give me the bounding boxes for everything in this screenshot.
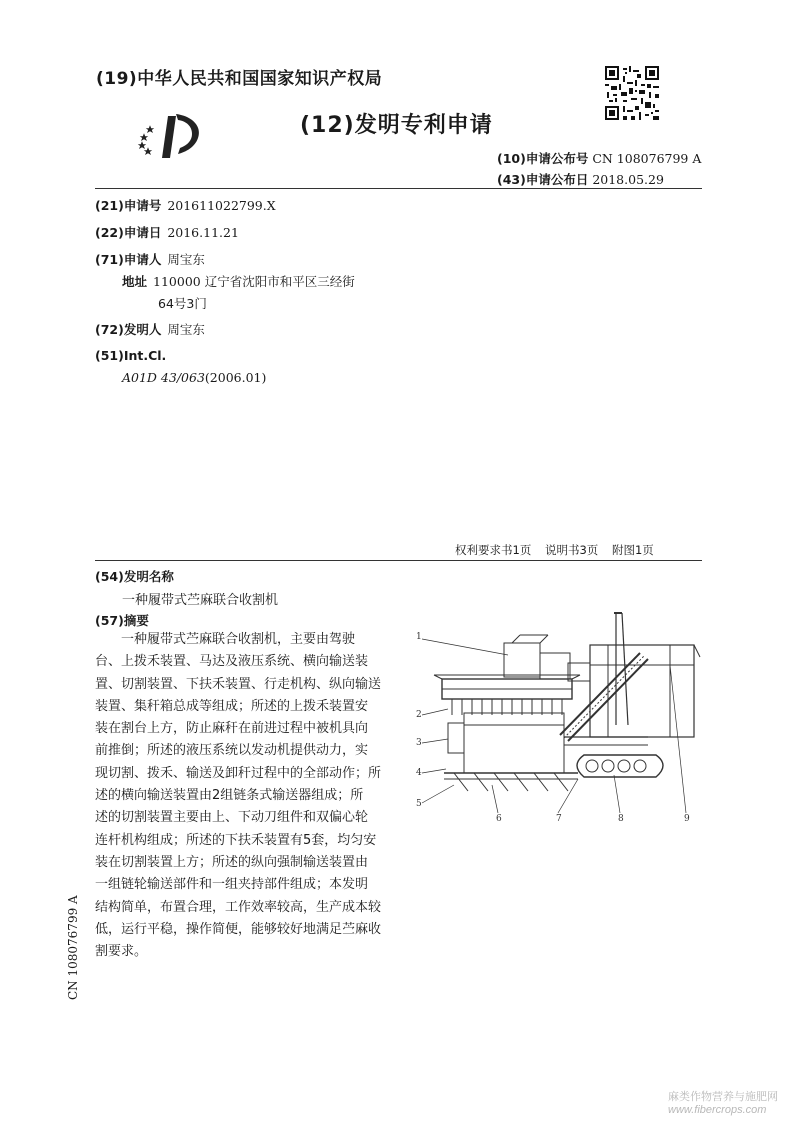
side-publication-number: CN 108076799 A bbox=[66, 895, 80, 1000]
figure-label: 3 bbox=[416, 738, 422, 748]
document-type-title: (12)发明专利申请 bbox=[300, 113, 493, 138]
abstract-line: 装在割台上方，防止麻秆在前进过程中被机具向 bbox=[95, 721, 369, 737]
abstract-line: 割要求。 bbox=[95, 944, 148, 960]
abstract-text bbox=[95, 629, 385, 963]
abstract-line: 置、切割装置、下扶禾装置、行走机构、纵向输送 bbox=[95, 676, 382, 692]
abstract-label-text: (57)摘要 bbox=[95, 613, 149, 628]
watermark-text: 麻类作物营养与施肥网 bbox=[668, 1090, 778, 1103]
abstract-line: 装置、集秆箱总成等组成；所述的上拨禾装置安 bbox=[95, 698, 369, 714]
address-line-2: 64号3门 bbox=[158, 296, 207, 311]
address-row bbox=[122, 272, 355, 290]
harvester-figure bbox=[408, 605, 704, 830]
invention-title-label-text: (54)发明名称 bbox=[95, 569, 174, 584]
drawings-pages: 附图1页 bbox=[611, 543, 654, 557]
figure-label: 9 bbox=[684, 814, 690, 824]
application-number-label: (21)申请号 bbox=[95, 198, 162, 213]
header-divider bbox=[95, 188, 702, 189]
application-number-row bbox=[95, 196, 276, 214]
abstract-line: 前推倒；所述的液压系统以发动机提供动力，实 bbox=[95, 743, 369, 759]
invention-title: 一种履带式苎麻联合收割机 bbox=[122, 593, 279, 608]
ipc-version: (2006.01) bbox=[204, 370, 267, 385]
publication-number-label: (10)申请公布号 bbox=[497, 151, 589, 166]
ipc-classification-row bbox=[122, 370, 266, 385]
publication-number-row bbox=[497, 149, 701, 167]
application-number: 201611022799.X bbox=[167, 198, 276, 213]
address-label: 地址 bbox=[122, 274, 148, 289]
filing-date: 2016.11.21 bbox=[167, 225, 239, 240]
figure-label: 6 bbox=[496, 814, 502, 824]
ipc-code: A01D 43/063 bbox=[122, 370, 205, 385]
qr-code-icon bbox=[605, 66, 659, 120]
ipc-label-text: (51)Int.Cl. bbox=[95, 348, 167, 363]
figure-label: 7 bbox=[556, 814, 562, 824]
figure-label: 2 bbox=[416, 710, 422, 720]
claims-pages: 权利要求书1页 bbox=[455, 543, 532, 557]
abstract-line: 一种履带式苎麻联合收割机，主要由驾驶 bbox=[121, 632, 356, 647]
invention-title-label bbox=[95, 567, 174, 585]
abstract-label bbox=[95, 611, 149, 629]
page-count-info bbox=[455, 542, 664, 558]
abstract-line: 一组链轮输送部件和一组夹持部件组成；本发明 bbox=[95, 877, 369, 893]
abstract-divider bbox=[95, 560, 702, 561]
publication-date: 2018.05.29 bbox=[592, 172, 664, 187]
office-name: (19)中华人民共和国国家知识产权局 bbox=[96, 69, 383, 89]
abstract-line: 现切割、拨禾、输送及卸秆过程中的全部动作；所 bbox=[95, 765, 382, 781]
publication-number: CN 108076799 A bbox=[592, 151, 702, 166]
abstract-line: 台、上拨禾装置、马达及液压系统、横向输送装 bbox=[95, 654, 369, 670]
filing-date-row bbox=[95, 223, 239, 241]
abstract-line: 结构简单，布置合理，工作效率较高，生产成本较 bbox=[95, 899, 382, 915]
description-pages: 说明书3页 bbox=[544, 543, 599, 557]
applicant-label: (71)申请人 bbox=[95, 252, 162, 267]
publication-date-label: (43)申请公布日 bbox=[497, 172, 589, 187]
figure-label: 8 bbox=[618, 814, 624, 824]
abstract-line: 述的切割装置主要由上、下动刀组件和双偏心轮 bbox=[95, 810, 369, 826]
figure-label: 1 bbox=[416, 632, 422, 642]
cnipa-logo-icon bbox=[132, 110, 204, 162]
inventor-name: 周宝东 bbox=[167, 322, 205, 337]
address-line-1: 110000 辽宁省沈阳市和平区三经街 bbox=[153, 274, 355, 289]
publication-date-row bbox=[497, 170, 664, 188]
applicant-row bbox=[95, 250, 205, 268]
abstract-line: 低，运行平稳，操作简便，能够较好地满足苎麻收 bbox=[95, 921, 382, 937]
watermark-url: www.fibercrops.com bbox=[668, 1104, 767, 1116]
inventor-label: (72)发明人 bbox=[95, 322, 162, 337]
abstract-line: 述的横向输送装置由2组链条式输送器组成；所 bbox=[95, 788, 364, 804]
filing-date-label: (22)申请日 bbox=[95, 225, 162, 240]
applicant-name: 周宝东 bbox=[167, 252, 205, 267]
abstract-line: 装在切割装置上方；所述的纵向强制输送装置由 bbox=[95, 854, 369, 870]
ipc-label bbox=[95, 348, 166, 363]
figure-label: 5 bbox=[416, 799, 422, 809]
abstract-line: 连杆机构组成；所述的下扶禾装置有5套，均匀安 bbox=[95, 832, 377, 848]
figure-label: 4 bbox=[416, 768, 422, 778]
inventor-row bbox=[95, 320, 205, 338]
